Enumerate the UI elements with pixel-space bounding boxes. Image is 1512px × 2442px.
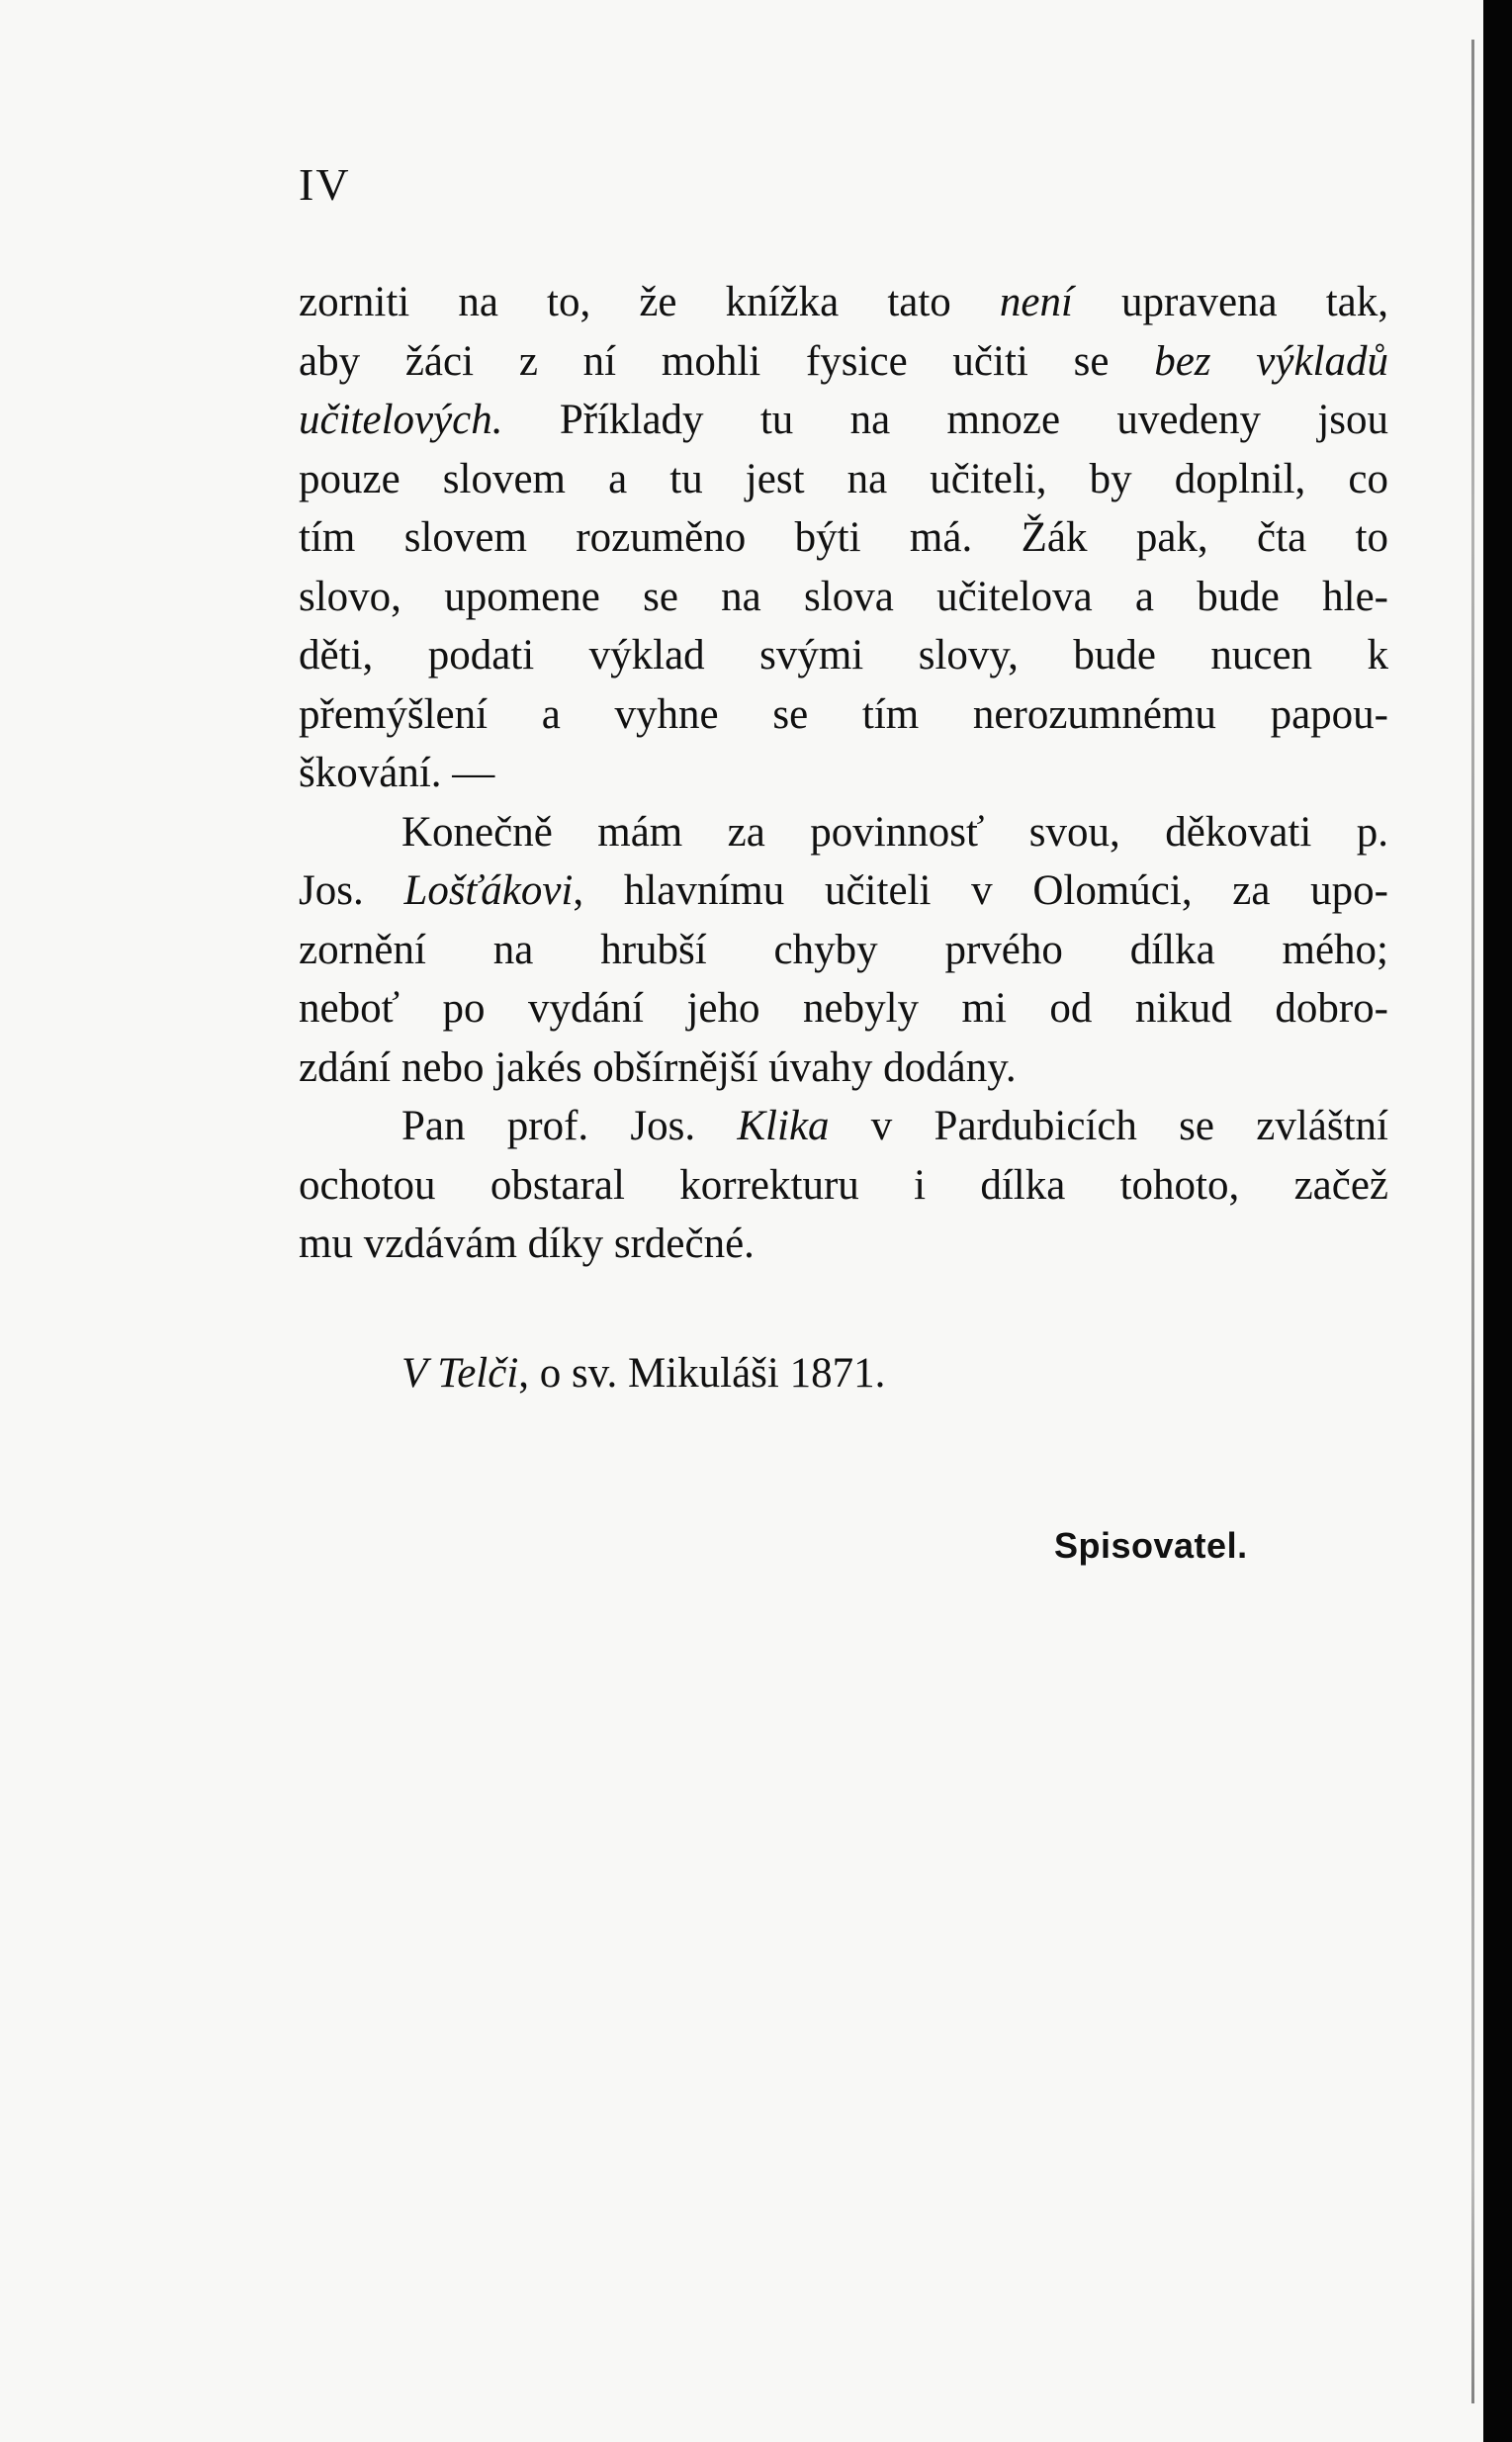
text-run: děti, podati výklad svými slovy, bude nucen k [299,632,1388,678]
emphasized-text: Lošťákovi [403,867,574,914]
text-run: aby žáci z ní mohli fysice učiti se [299,337,1155,385]
text-run: neboť po vydání jeho nebyly mi od nikud dobro- [299,985,1388,1032]
text-line [299,1215,1388,1274]
body-text [299,273,1388,1274]
dateline-place: V Telči [401,1350,519,1397]
text-run: mu vzdávám díky srdečné. [299,1221,755,1267]
text-run: upravena tak, [1072,279,1389,325]
text-run: v Pardubicích se zvláštní [829,1103,1389,1149]
text-line [299,332,1388,392]
emphasized-text: není [999,279,1073,325]
text-run: Pan prof. Jos. [401,1103,738,1149]
emphasized-text: bez výkladů [1154,337,1388,385]
text-line [299,685,1388,745]
text-run: , hlavnímu učiteli v Olomúci, za upo- [573,867,1388,914]
emphasized-text: Klika [737,1103,830,1149]
binding-edge [1483,0,1512,2442]
signature: Spisovatel. [1054,1525,1248,1566]
text-line [299,1039,1388,1098]
text-run: slovo, upomene se na slova učitelova a bude hle- [299,573,1388,620]
dateline [401,1349,885,1398]
text-run: zorniti na to, že knížka tato [299,279,1000,325]
text-run: ochotou obstaral korrekturu i dílka tohoto, začež [299,1161,1388,1209]
text-run: zornění na hrubší chyby prvého dílka mého; [299,926,1388,973]
text-line [299,391,1388,450]
text-run: pouze slovem a tu jest na učiteli, by doplnil, co [299,455,1388,502]
text-line [299,861,1388,921]
text-line [299,1156,1388,1216]
page-number: IV [299,159,351,210]
text-line [299,626,1388,685]
text-line [299,803,1388,862]
dateline-text: , o sv. Mikuláši 1871. [518,1350,886,1397]
text-run: škování. — [299,750,495,796]
text-line [299,921,1388,980]
text-line [299,1097,1388,1156]
text-run: tím slovem rozuměno býti má. Žák pak, čta to [299,514,1388,561]
text-line [299,508,1388,568]
text-line [299,273,1388,332]
emphasized-text: učitelových. [299,397,503,443]
text-run: přemýšlení a vyhne se tím nerozumnému papou- [299,690,1388,738]
text-line [299,979,1388,1039]
text-line [299,450,1388,509]
text-run: Konečně mám za povinnosť svou, děkovati p. [401,808,1388,856]
text-line [299,744,1388,803]
text-run: Příklady tu na mnoze uvedeny jsou [502,397,1388,443]
page-edge-shadow [1471,40,1474,2403]
text-run: Jos. [299,867,404,914]
text-line [299,568,1388,627]
text-run: zdání nebo jakés obšírnější úvahy dodány. [299,1043,1017,1091]
